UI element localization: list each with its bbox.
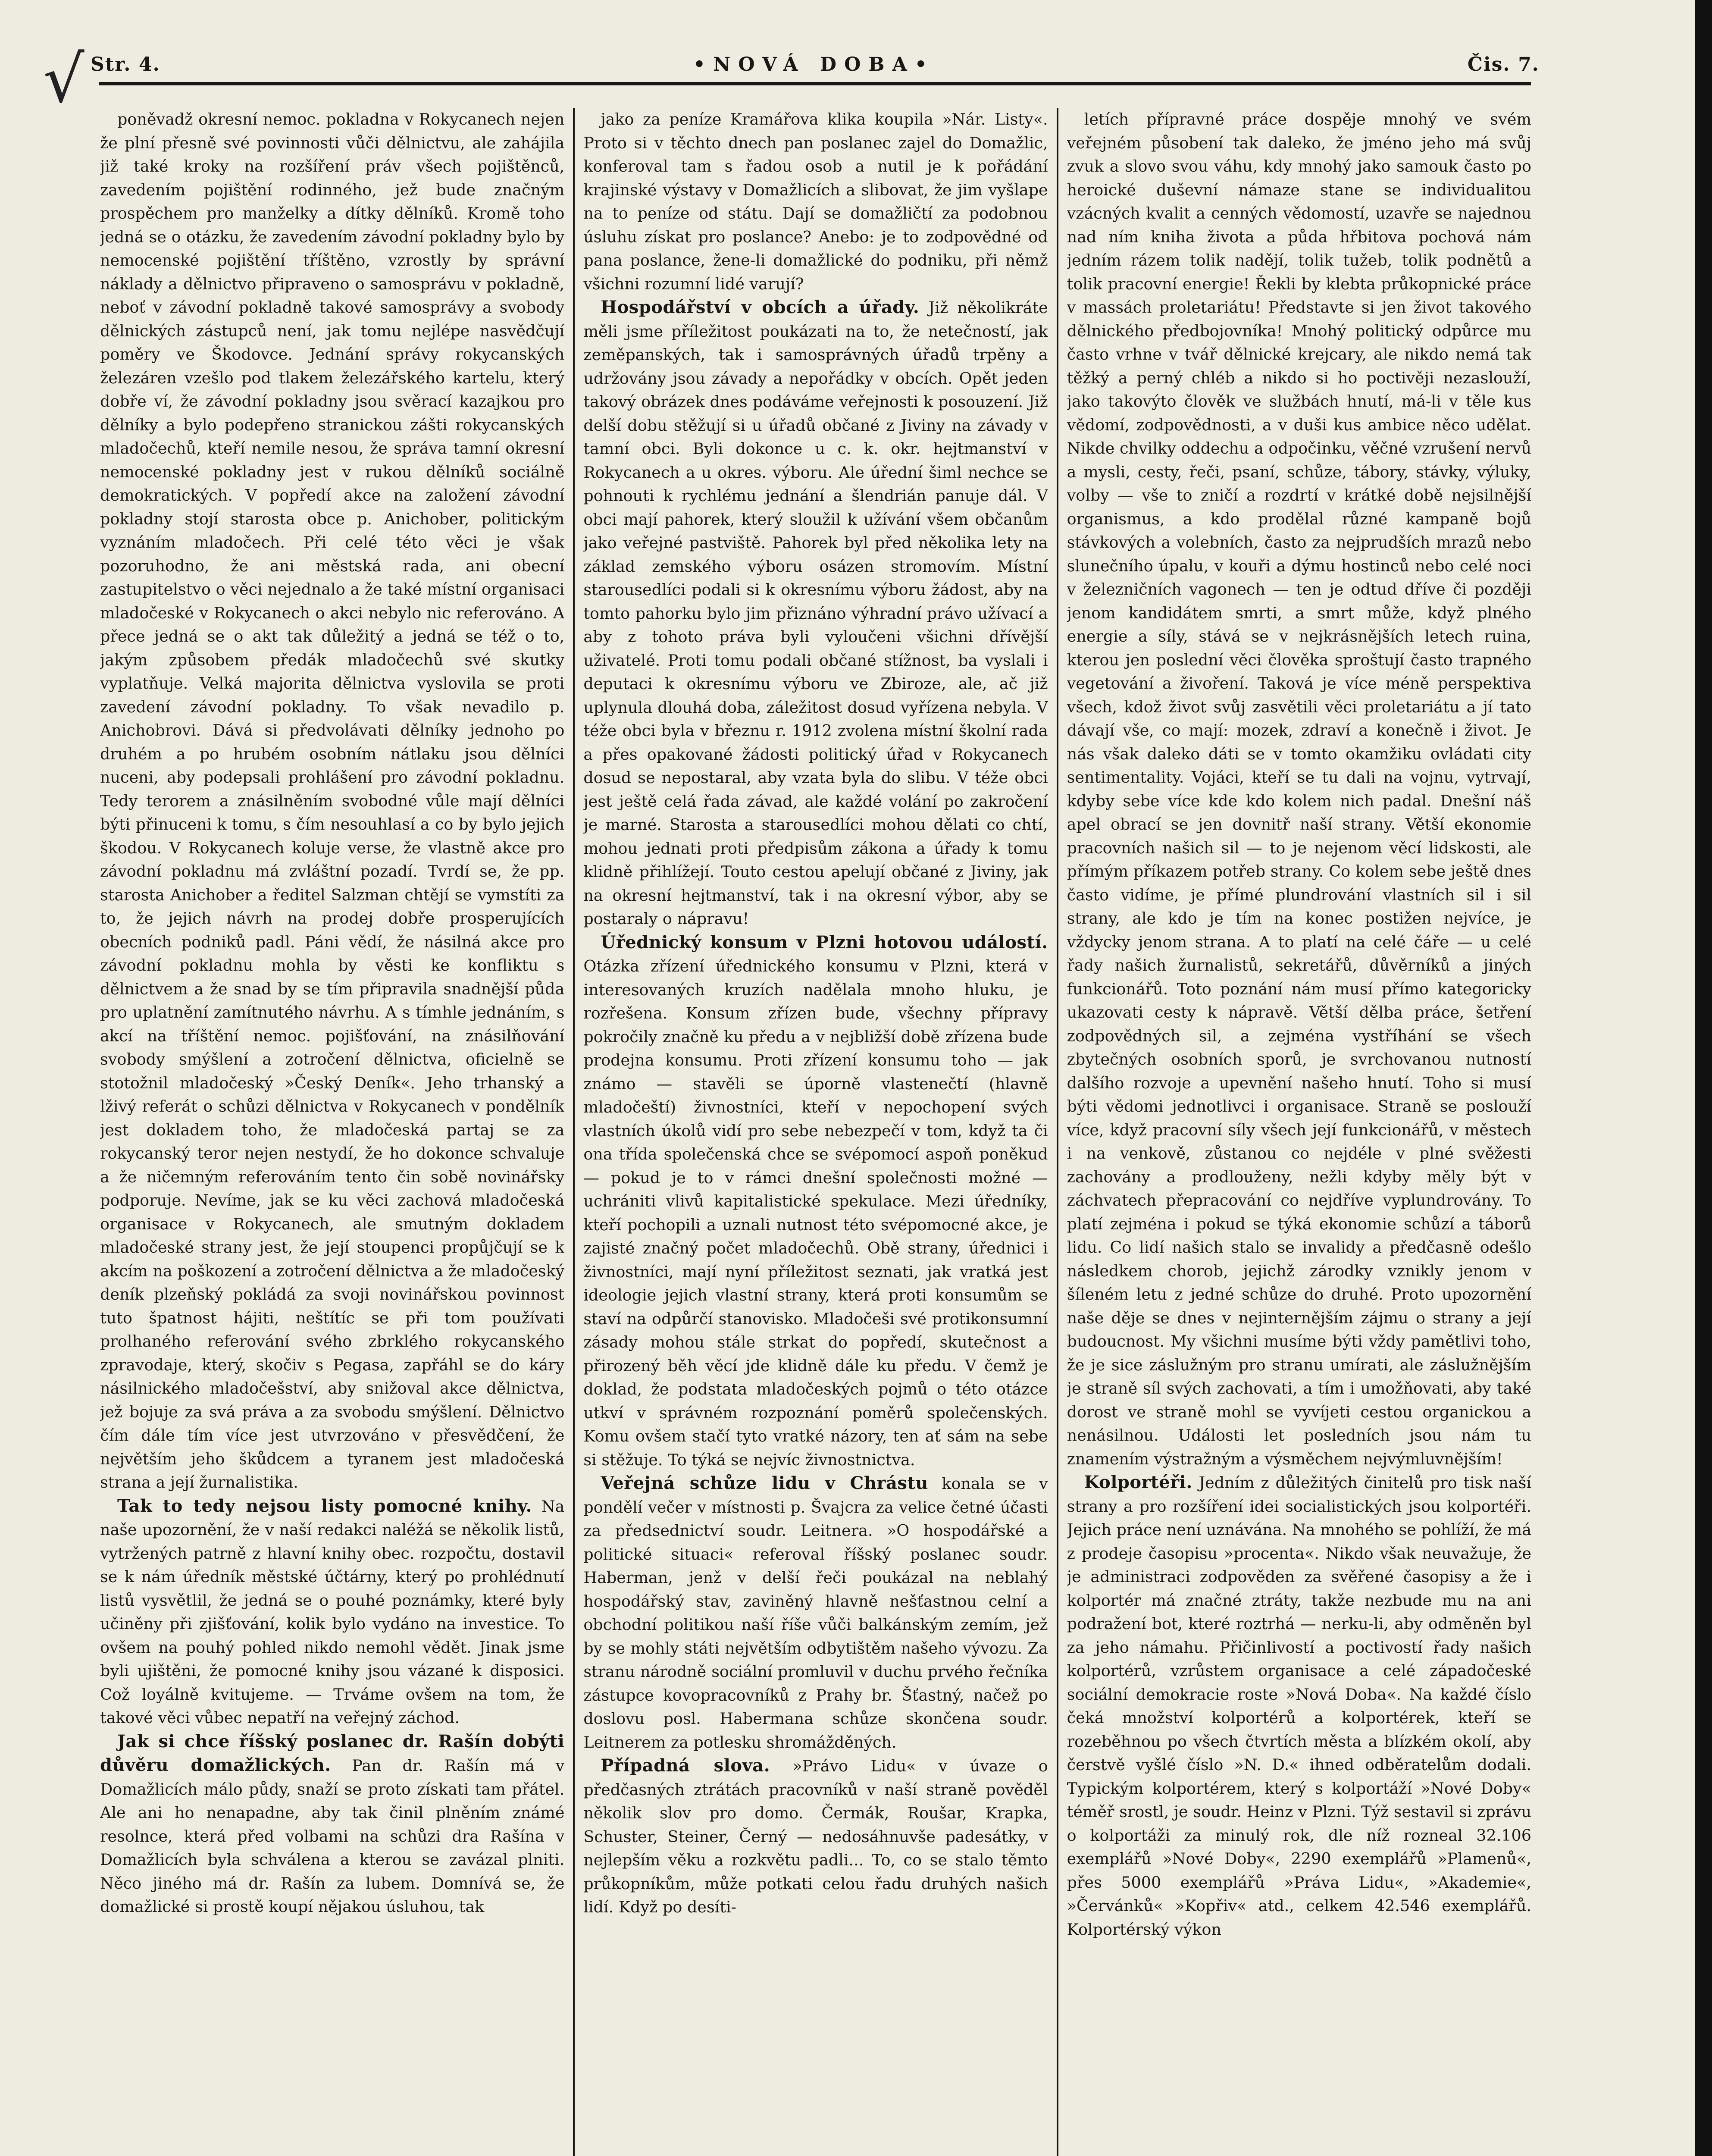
article-text: Pan dr. Rašín má v Domažlicích málo půdy, snaží se proto získati tam přátel. Ale ani ho nenapadne, aby tak činil plněním známé resolnce, která před volbami na schůzi dra Rašína v Domažlicích byla schválena a kterou se zavázal plniti. Něco jiného má dr. Rašín za lubem. Domnívá se, že domažlické si prostě koupí nějakou úsluhou, tak xyxy=(100,1756,565,1916)
article-paragraph xyxy=(100,1730,564,1919)
article-text: konala se v pondělí večer v místnosti p. Švajcra za velice četné účasti za předsednictví soudr. Leitnera. »O hospodářské a politické situaci« referoval říšský poslanec soudr. Haberman, jenž v delší řeči poukázal na neblahý hospodářský stav, zaviněný hlavně nešťastnou celní a obchodní politikou naší říše vůči balkánským zemím, jež by se mohly státi největším odbytištěm našeho vývozu. Za stranu národně sociální promluvil v duchu prvého řečníka zástupce kovopracovníků z Prahy br. Šťastný, načež po doslovu posl. Habermana schůze skončena soudr. Leitnerem za potlesku shromážděných. xyxy=(583,1474,1048,1752)
column-1 xyxy=(100,108,564,2156)
column-2 xyxy=(583,108,1048,2156)
newspaper-title: •NOVÁ DOBA• xyxy=(693,53,935,75)
handwritten-checkmark: √ xyxy=(43,42,85,117)
column-divider xyxy=(1057,108,1058,2156)
article-paragraph xyxy=(583,108,1048,296)
article-headline: Veřejná schůze lidu v Chrástu xyxy=(601,1473,929,1493)
page-number-label: Str. 4. xyxy=(91,53,160,75)
masthead xyxy=(91,45,1540,75)
article-headline: Hospodářství v obcích a úřady. xyxy=(601,297,920,317)
article-text: letích přípravné práce dospěje mnohý ve svém veřejném působení tak daleko, že jméno jeho má svůj zvuk a slovo svou váhu, kdy mnohý jako samouk často po heroické duševní námaze stane se individualitou vzácných kvalit a cenných vědomostí, uzavře se najednou nad ním kniha života a půda hřbitova pochová nám jedním rázem tolik nadějí, tolik tužeb, tolik podnětů a tolik pracovní energie! Řekli by klebta průkopnické práce v massách proletariátu! Představte si jen život takového dělnického předbojovníka! Mnohý politický odpůrce mu často vrhne v tvář dělnické krejcary, ale nikdo nemá tak těžký a perný chléb a nikdo si ho poctivěji nezaslouží, jako takovýto člověk ve službách hnutí, má-li v těle kus vědomí, zodpovědnosti, a v duši kus ambice něco udělat. Nikde chvilky oddechu a odpočinku, věčné vzrušení nervů a mysli, cesty, řeči, psaní, schůze, tábory, stávky, výluky, volby — vše to zničí a rozdrtí v krátké době nejsilnější organismus, a kdo prodělal různé kampaně bojů stávkových a volebních, často za nejprudších mrazů nebo slunečního úpalu, v kouři a dýmu hostinců nebo celé noci v železničních vagonech — ten je odtud dříve či později jenom kandidátem smrti, a smrt může, když plného energie a síly, stává se v nejkrásnějších letech ruina, kterou jen poslední věci člověka sproštují často trapného vegetování a živoření. Taková je více méně perspektiva všech, kdož život svůj zasvětili věci proletariátu a jí tato dávají vše, co mají: mozek, zdraví a konečně i život. Je nás však daleko dáti se v tomto okamžiku ovládati city sentimentality. Vojáci, kteří se tu dali na vojnu, vytrvají, kdyby sebe více kde kdo kolem nich padal. Dnešní náš apel obrací se jen dovnitř naší strany. Větší ekonomie pracovních našich sil — to je nejenom věcí lidskosti, ale přímým příkazem potřeb strany. Co kolem sebe ještě dnes často vidíme, je přímé plundrování vlastních sil i sil strany, ale kdo je tím na konec postižen nejvíce, je vždycky jenom strana. A to platí na celé čáře — u celé řady našich žurnalistů, sekretářů, důvěrníků a jiných funkcionářů. Toto poznání nám musí přímo kategoricky ukazovati cesty k nápravě. Větší dělba práce, šetření zodpovědných sil, a zejména vystříhání se všech zbytečných osobních sporů, je svrchovanou nutností dalšího rozvoje a upevnění našeho hnutí. Toho si musí býti vědomi jednotlivci i organisace. Straně se poslouží více, když pracovní síly všech její funkcionářů, v městech i na venkově, zůstanou co nejdéle v plné svěžesti zachovány a prodlouženy, nežli kdyby měly být v záchvatech přepracování co nejdříve vyplundrovány. To platí zejména i pokud se týká ekonomie schůzí a táborů lidu. Co lidí našich stalo se invalidy a předčasně odešlo následkem chorob, jejichž zárodky vznikly jenom v šíleném letu z jedné schůze do druhé. Proto upozornění naše děje se dnes v nejinternějším zájmu o strany a její budoucnost. My všichni musíme býti vždy pamětlivi toho, že je sice záslužným pro stranu umírati, ale záslužnějším je straně síl svých zachovati, a tím i umožňovati, aby také dorost ve straně mohl se vyvíjeti cestou organickou a nenásilnou. Události let posledních jsou nám tu znamením výstražným a výsměchem nejvýmluvnějším! xyxy=(1067,110,1531,1468)
article-text: Na naše upozornění, že v naší redakci naléžá se několik listů, vytržených patrně z hlavní knihy obec. rozpočtu, dostavil se k nám úředník městské účtárny, který po prohlédnutí listů vysvětlil, že jedná se o pouhé poznámky, které byly učiněny při zjišťování, kolik bylo vydáno na investice. To ovšem na pouhý pohled nikdo nemohl vědět. Jinak jsme byli ujištěni, že pomocné knihy jsou vázané k disposici. Což loyálně kvitujeme. — Trváme ovšem na tom, že takové věci vůbec nepatří na veřejný záchod. xyxy=(100,1497,565,1727)
article-text: »Právo Lidu« v úvaze o předčasných ztrátách pracovníků v naší straně pověděl několik slov pro domo. Čermák, Roušar, Krapka, Schuster, Steiner, Černý — nedosáhnuvše padesátky, v nejlepším věku a rozkvětu padli... To, co se stalo těmto průkopníkům, může potkati celou řadu druhých našich lidí. Když po desíti- xyxy=(583,1757,1048,1916)
article-headline: Případná slova. xyxy=(601,1755,770,1776)
article-paragraph xyxy=(583,1472,1048,1754)
article-headline: Jak si chce říšský poslanec dr. Rašín dobýti důvěru domažlických. xyxy=(100,1731,565,1775)
article-headline: Tak to tedy nejsou listy pomocné knihy. xyxy=(117,1495,532,1516)
article-text: jako za peníze Kramářova klika koupila »Nár. Listy«. Proto si v těchto dnech pan poslanec zajel do Domažlic, konferoval tam s řadou osob a nutil je k pořádání krajinské výstavy v Domažlicích a slibovat, že jim vyšlape na to peníze od státu. Dají se domažličtí za podobnou úsluhu získat pro poslance? Anebo: je to zodpovědné od pana poslance, žene-li domažlické do podniku, při němž všichni rozumní lidé varují? xyxy=(583,110,1048,293)
column-divider xyxy=(573,108,575,2156)
scan-edge xyxy=(1695,0,1712,2156)
article-paragraph xyxy=(583,296,1048,931)
issue-number-label: Čis. 7. xyxy=(1467,53,1540,75)
article-paragraph xyxy=(583,1754,1048,1919)
article-columns xyxy=(100,108,1531,2156)
article-text: Jedním z důležitých činitelů pro tisk naší strany a pro rozšíření idei socialistických jsou kolportéři. Jejich práce není uznávána. Na mnohého se pohlíží, že má z prodeje časopisu »procenta«. Nikdo však neuvažuje, že je administraci zodpověden za svěřené časopisy a že i kolportér má značné ztráty, takže nezbude mu na ani podražení bot, které roztrhá — nerku-li, aby odměněn byl za jeho námahu. Přičinlivostí a poctivostí řady našich kolportérů, vzrůstem organisace a celé západočeské sociální demokracie roste »Nová Doba«. Na každé číslo čeká množství kolportérů a kolportérek, kteří se rozeběhnou po všech čtvrtích města a blízkém okolí, aby čerstvě vyšlé číslo »N. D.« ihned odběratelům dodali. Typickým kolportérem, který s kolportáží »Nové Doby« téměř srostl, je soudr. Heinz v Plzni. Týž sestavil si zprávu o kolportáži za minulý rok, dle níž rozneal 32.106 exemplářů »Nové Doby«, 2290 exemplářů »Plamenů«, přes 5000 exemplářů »Práva Lidu«, »Akademie«, »Červánků« »Kopřiv« atd., celkem 42.546 exemplářů. Kolportérský výkon xyxy=(1067,1473,1531,1939)
article-paragraph xyxy=(583,931,1048,1472)
article-paragraph xyxy=(100,108,564,1495)
article-headline: Úřednický konsum v Plzni hotovou událostí. xyxy=(601,932,1048,953)
article-text: Otázka zřízení úřednického konsumu v Plzni, která v interesovaných kruzích nadělala mnoho hluku, je rozřešena. Konsum zřízen bude, všechny přípravy pokročily značně ku předu a v nejbližší době zřízena bude prodejna konsumu. Proti zřízení konsumu toho — jak známo — stavěli se úporně vlastenečtí (hlavně mladočeští) živnostníci, kteří v nepochopení svých vlastních úkolů vidí pro sebe nebezpečí v tom, když ta či ona třída společenská chce se svépomocí aspoň poněkud — pokud je to v rámci dnešní společnosti možné — uchrániti vlivů kapitalistické spekulace. Mezi úředníky, kteří pochopili a uznali nutnost této svépomocné akce, je zajisté značný počet mladočechů. Obě strany, úřednici i živnostníci, mají nyní příležitost seznati, jak vratká jest ideologie jejich vlastní strany, která proti konsumům se staví na odpůrčí stanovisko. Mladočeši své protikonsumní zásady mohou stále strkat do popředí, skutečnost a přirozený běh věcí jde klidně dále ku předu. V čemž je doklad, že podstata mladočeských pojmů o této otázce utkví v správném rozpoznání poměrů společenských. Komu ovšem stačí tyto vratké názory, ten ať sám na sebe si stěžuje. To týká se nejvíc živnostnictva. xyxy=(583,957,1048,1469)
column-3 xyxy=(1067,108,1531,2156)
article-paragraph xyxy=(100,1495,564,1730)
header-rule xyxy=(99,82,1531,85)
article-text: Již několikráte měli jsme příležitost poukázati na to, že netečností, jak zeměpanských, tak i samosprávných úřadů trpěny a udržovány jsou závady a nepořádky v obcích. Opět jeden takový obrázek dnes podáváme veřejnosti k posouzení. Již delší dobu stěžují si u úřadů občané z Jiviny na závady v tamní obci. Byli dokonce u c. k. okr. hejtmanství v Rokycanech a u okres. výboru. Ale úřední šiml nechce se pohnouti k rychlému jednání a šlendrián panuje dál. V obci mají pahorek, který sloužil k užívání všem občanům jako veřejné pastviště. Pahorek byl před několika lety na základ zemského výboru osázen stromovím. Místní starousedlíci podali si k okresnímu výboru žádost, aby na tomto pahorku bylo jim přiznáno výhradní právo užívací a aby z tohoto práva byli vyloučeni všichni dřívější uživatelé. Proti tomu podali občané stížnost, ba vyslali i deputaci k okresnímu výboru ve Zbiroze, ale, ač již uplynula dlouhá doba, záležitost dosud vyřízena nebyla. V téže obci byla v březnu r. 1912 zvolena místní školní rada a přes opakované žádosti politický úřad v Rokycanech dosud se nepostaral, aby vzata byla do slibu. V téže obci jest ještě celá řada závad, ale každé volání po zakročení je marné. Starosta a starousedlíci mohou dělati co chtí, mohou jednati proti předpisům zákona a úřady k tomu klidně přihlížejí. Touto cestou apelují občané z Jiviny, jak na okresní hejtmanství, tak i na okresní výbor, aby se postaraly o nápravu! xyxy=(583,298,1048,928)
article-text: poněvadž okresní nemoc. pokladna v Rokycanech nejen že plní přesně své povinnosti vůči dělnictvu, ale zahájila již také kroky na rozšíření práv všech pojištěnců, zavedením pojištění rodinného, jež bude značným prospěchem pro manželky a dítky dělníků. Kromě toho jedná se o otázku, že zavedením závodní pokladny bylo by nemocenské pojištění tříštěno, vzrostly by správní náklady a dělnictvo připraveno o samosprávu v pokladně, neboť v závodní pokladně takové samosprávy a svobody dělnických zástupců není, jak tomu nejlépe nasvědčují poměry ve Škodovce. Jednání správy rokycanských železáren vzešlo pod tlakem železářského kartelu, který dobře ví, že závodní pokladny jsou svěrací kazajkou pro dělníky a bylo podepřeno stranickou zášti rokycanských mladočechů, kteří nemile nesou, že správa tamní okresní nemocenské pokladny jest v rukou dělníků sociálně demokratických. V popředí akce na založení závodní pokladny stojí starosta obce p. Anichober, politickým vyznáním mladočech. Při celé této věci je však pozoruhodno, že ani městská rada, ani obecní zastupitelstvo o věci nejednalo a že také místní organisaci mladočeské v Rokycanech o akci nebylo nic referováno. A přece jedná se o akt tak důležitý a jedná se též o to, jakým způsobem předák mladočechů své skutky vyplatňuje. Velká majorita dělnictva vyslovila se proti zavedení závodní pokladny. To však nevadilo p. Anichobrovi. Dává si předvolávati dělníky jednoho po druhém a po hrubém osobním nátlaku jsou dělníci nuceni, aby podepsali prohlášení pro závodní pokladnu. Tedy terorem a znásilněním svobodné vůle mají dělníci býti přinuceni k tomu, s čím nesouhlasí a co by bylo jejich škodou. V Rokycanech koluje verse, že vlastně akce pro závodní pokladnu má zvláštní pozadí. Tvrdí se, že pp. starosta Anichober a ředitel Salzman chtějí se vymstíti za to, že jejich návrh na prodej dobře prosperujících obecních podniků padl. Páni vědí, že násilná akce pro závodní pokladnu mohla by věsti ke konfliktu s dělnictvem a že snad by se tím připravila snadnější půda pro uplatnění zamítnutého návrhu. A s tímhle jednáním, s akcí na tříštění nemoc. pojišťování, na znásilňování svobody smýšlení a zotročení dělnictva, oficielně se stotožnil mladočeský »Český Deník«. Jeho trhanský a lživý referát o schůzi dělnictva v Rokycanech v pondělník jest dokladem toho, že mladočeská partaj se za rokycanský teror nejen nestydí, že ho dokonce schvaluje a že ničemným referováním tento čin sobě novinářsky podporuje. Nevíme, jak se ku věci zachová mladočeská organisace v Rokycanech, ale smutným dokladem mladočeské strany jest, že její stoupenci propůjčují se k akcím na poškození a zotročení dělnictva a že mladočeský deník plzeňský pokládá za svoji novinářskou povinnost tuto špatnost hájiti, neštítíc se při tom používati prolhaného referování svého zbrklého rokycanského zpravodaje, který, skočiv s Pegasa, zapřáhl se do káry násilnického mladočešství, aby snižoval akce dělnictva, jež bojuje za svá práva a za svobodu smýšlení. Dělnictvo čím dále tím více jest utvrzováno v přesvědčení, že největším jeho škůdcem a tyranem jest mladočeská strana a její žurnalistika. xyxy=(100,110,565,1492)
article-headline: Kolportéři. xyxy=(1084,1472,1192,1492)
article-paragraph xyxy=(1067,1471,1531,1941)
article-paragraph xyxy=(1067,108,1531,1471)
